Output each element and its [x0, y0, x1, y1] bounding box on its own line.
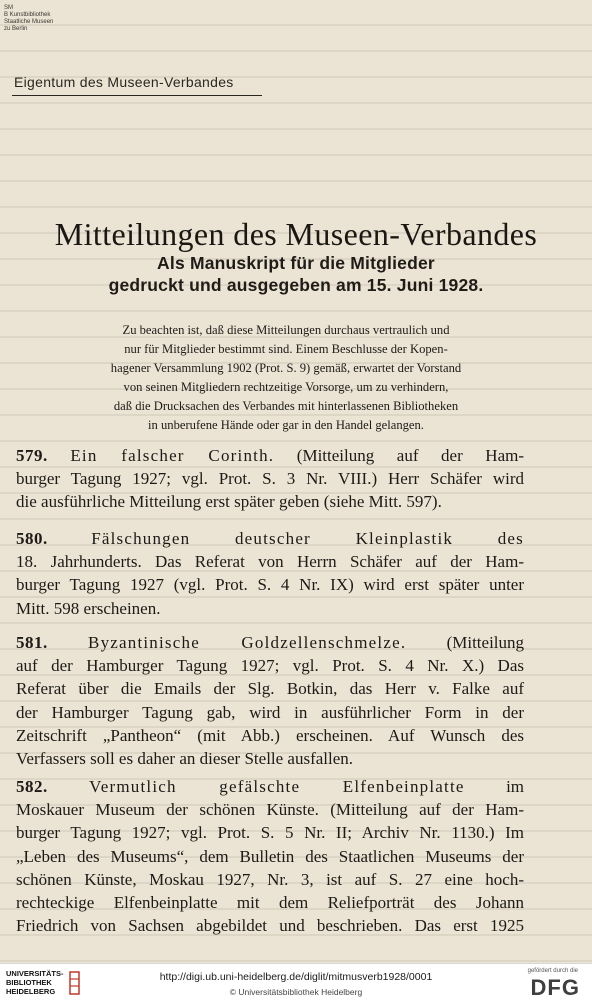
entry-580 — [16, 527, 524, 620]
entry-line: Verfassers soll es daher an dieser Stelle ausfallen. — [16, 749, 354, 769]
entry-first-line-rest: (Mitteilung — [446, 633, 525, 652]
entry-heading: Byzantinische Goldzellenschmelze. — [88, 633, 407, 652]
entry-line: Zeitschrift „Pantheon“ (mit Abb.) erscheinen. Auf Wunsch des — [16, 725, 524, 745]
entry-first-line — [16, 444, 524, 467]
dfg-logo[interactable]: DFG — [530, 975, 580, 1000]
stamp-line: Staatliche Museen — [4, 19, 54, 25]
notice-line: nur für Mitglieder bestimmt sind. Einem Beschlusse der Kopen- — [124, 342, 448, 356]
stamp-line: zu Berlin — [4, 26, 28, 32]
confidentiality-notice — [56, 321, 516, 435]
ownership-underline — [12, 95, 262, 96]
entry-line: der Hamburger Tagung gab, wird in ausführlicher Form in der — [16, 702, 524, 722]
notice-line: in unberufene Hände oder gar in den Handel gelangen. — [148, 418, 424, 432]
entry-line: Mitt. 598 erscheinen. — [16, 598, 161, 618]
notice-line: Zu beachten ist, daß diese Mitteilungen durchaus vertraulich und — [122, 323, 450, 337]
entry-number: 582. — [16, 777, 48, 796]
notice-line: hagener Versammlung 1902 (Prot. S. 9) gemäß, erwartet der Vorstand — [110, 361, 462, 375]
entry-line: „Leben des Museums“, dem Bulletin des Staatlichen Museums der — [16, 846, 524, 866]
logo-line: BIBLIOTHEK — [6, 978, 52, 987]
library-stamp — [4, 5, 53, 33]
entry-582 — [16, 775, 524, 937]
entry-line: Referat über die Emails der Slg. Botkin, das Herr v. Falke auf — [16, 679, 524, 699]
entry-number: 579. — [16, 446, 48, 465]
entry-line: 18. Jahrhunderts. Das Referat von Herrn Schäfer auf der Ham- — [16, 552, 524, 572]
entry-first-line-rest: (Mitteilung auf der Ham- — [296, 446, 525, 465]
entry-heading: Ein falscher Corinth. — [70, 446, 275, 465]
entry-line: burger Tagung 1927; vgl. Prot. S. 3 Nr. VIII.) Herr Schäfer wird — [16, 469, 524, 489]
entry-line: Moskauer Museum der schönen Künste. (Mitteilung auf der Ham- — [16, 800, 524, 820]
entry-heading: Fälschungen deutscher Kleinplastik des — [91, 529, 524, 548]
entry-line: rechteckige Elfenbeinplatte mit dem Reliefporträt des Johann — [16, 893, 524, 913]
entry-line: auf der Hamburger Tagung 1927; vgl. Prot. S. 4 Nr. X.) Das — [16, 656, 524, 676]
entry-581 — [16, 631, 524, 770]
entry-579 — [16, 444, 524, 514]
entry-line: Friedrich von Sachsen abgebildet und beschrieben. Das erst 1925 — [16, 916, 524, 936]
entry-first-line-rest: im — [506, 777, 525, 796]
subtitle-line-2: gedruckt und ausgegeben am 15. Juni 1928. — [108, 275, 484, 295]
entry-first-line — [16, 631, 524, 654]
entry-line: burger Tagung 1927; vgl. Prot. S. 5 Nr. II; Archiv Nr. 1130.) Im — [16, 823, 524, 843]
sponsor-note: gefördert durch die — [527, 968, 578, 974]
copyright-text: © Universitätsbibliothek Heidelberg — [229, 987, 363, 997]
entry-heading: Vermutlich gefälschte Elfenbeinplatte — [89, 777, 465, 796]
notice-line: von seinen Mitgliedern rechtzeitige Vorsorge, um zu verhindern, — [123, 380, 449, 394]
entry-line: schönen Künste, Moskau 1927, Nr. 3, ist auf S. 27 eine hoch- — [16, 869, 524, 889]
page-title: Mitteilungen des Museen-Verbandes — [54, 216, 538, 252]
ownership-line: Eigentum des Museen-Verbandes — [14, 74, 234, 90]
entry-first-line — [16, 527, 524, 550]
stamp-line: B Kunstbibliothek — [4, 12, 51, 18]
subtitle-line-1: Als Manuskript für die Mitglieder — [157, 253, 435, 273]
entry-line: die ausführliche Mitteilung erst später geben (siehe Mitt. 597). — [16, 492, 442, 512]
entry-number: 581. — [16, 633, 48, 652]
logo-line: UNIVERSITÄTS- — [6, 969, 64, 978]
stamp-line: SM — [4, 5, 13, 11]
entry-line: burger Tagung 1927 (vgl. Prot. S. 4 Nr. IX) wird erst später unter — [16, 575, 524, 595]
entry-first-line — [16, 775, 524, 798]
permalink-url[interactable]: http://digi.ub.uni-heidelberg.de/diglit/mitmusverb1928/0001 — [159, 971, 433, 983]
entry-number: 580. — [16, 529, 48, 548]
notice-line: daß die Drucksachen des Verbandes mit hinterlassenen Bibliotheken — [113, 399, 459, 413]
viewer-footer — [0, 963, 592, 1004]
logo-line: HEIDELBERG — [6, 987, 56, 996]
